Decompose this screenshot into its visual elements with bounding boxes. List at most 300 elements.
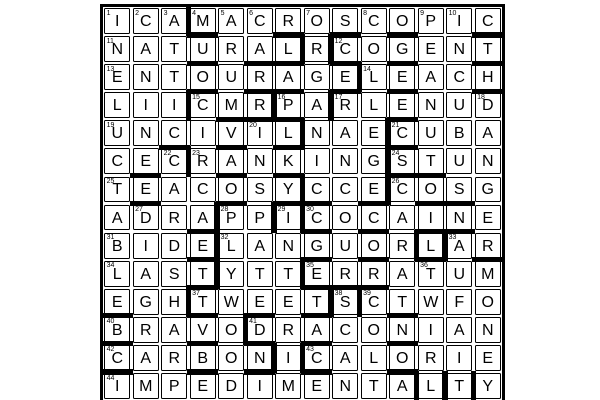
grid-cell[interactable] [133,8,159,34]
cell-letter: O [225,349,238,367]
cell-letter: S [168,265,180,283]
word-separator-bar-horizontal [387,369,418,374]
cell-letter: P [282,97,294,115]
grid-cell[interactable] [304,317,330,343]
cell-letter: C [196,181,209,199]
word-separator-bar-horizontal [187,61,218,66]
grid-cell[interactable] [218,8,244,34]
grid-cell[interactable] [190,92,216,118]
cell-letter: A [339,125,351,143]
cell-letter: S [254,181,266,199]
cell-letter: I [457,349,462,367]
cell-letter: A [282,69,294,87]
grid-cell[interactable] [304,233,330,259]
cell-letter: E [282,293,294,311]
word-separator-bar-horizontal [387,32,418,37]
grid-cell[interactable] [304,148,330,174]
grid-cell[interactable] [161,177,187,203]
cell-letter: G [481,181,494,199]
word-separator-bar-horizontal [387,313,418,318]
grid-cell[interactable] [475,261,501,287]
grid-cell[interactable] [475,233,501,259]
cell-letter: I [115,377,120,395]
grid-cell[interactable] [133,345,159,371]
cell-letter: I [200,125,205,143]
grid-cell[interactable] [133,261,159,287]
grid-cell[interactable] [304,345,330,371]
clue-number: 41 [249,318,257,326]
grid-cell[interactable] [218,177,244,203]
cell-letter: E [311,377,323,395]
grid-cell[interactable] [361,289,387,315]
cell-letter: I [286,349,291,367]
grid-cell[interactable] [161,345,187,371]
grid-cell[interactable] [418,64,444,90]
grid-cell[interactable] [247,261,273,287]
grid-cell[interactable] [247,177,273,203]
grid-cell[interactable] [361,92,387,118]
cell-letter: B [453,125,465,143]
grid-cell[interactable] [332,345,358,371]
cell-letter: A [111,209,123,227]
word-separator-bar-horizontal [102,313,133,318]
grid-cell[interactable] [133,233,159,259]
word-separator-bar-horizontal [415,257,446,262]
grid-cell[interactable] [104,261,130,287]
cell-letter: E [111,69,123,87]
grid-cell[interactable] [104,120,130,146]
grid-cell[interactable] [161,317,187,343]
word-separator-bar-horizontal [130,201,161,206]
grid-cell[interactable] [446,345,472,371]
grid-cell[interactable] [446,317,472,343]
word-separator-bar-horizontal [130,173,161,178]
word-separator-bar-horizontal [187,341,218,346]
cell-letter: N [253,349,266,367]
grid-cell[interactable] [275,261,301,287]
grid-cell[interactable] [190,177,216,203]
cell-letter: L [283,41,293,59]
cell-letter: N [253,153,266,171]
grid-cell[interactable] [247,120,273,146]
grid-cell[interactable] [104,345,130,371]
grid-cell[interactable] [418,345,444,371]
grid-cell[interactable] [218,261,244,287]
grid-cell[interactable] [475,120,501,146]
cell-letter: T [283,265,294,283]
grid-cell[interactable] [389,261,415,287]
clue-number: 19 [106,121,115,129]
cell-letter: O [396,349,409,367]
grid-cell[interactable] [104,317,130,343]
grid-cell[interactable] [218,317,244,343]
word-separator-bar-horizontal [358,229,389,234]
cell-letter: E [482,209,494,227]
grid-cell[interactable] [475,92,501,118]
cell-letter: R [339,97,352,115]
cell-letter: C [367,293,380,311]
cell-letter: R [396,237,409,255]
grid-cell[interactable] [104,36,130,62]
grid-cell[interactable] [275,317,301,343]
grid-cell[interactable] [446,289,472,315]
grid-cell[interactable] [332,205,358,231]
cell-letter: N [424,97,437,115]
grid-cell[interactable] [446,92,472,118]
grid-cell[interactable] [133,373,159,399]
grid-cell[interactable] [104,233,130,259]
clue-number: 17 [334,93,343,101]
grid-cell[interactable] [361,317,387,343]
cell-letter: A [168,321,180,339]
grid-cell[interactable] [133,64,159,90]
cell-letter: H [168,293,181,311]
grid-cell[interactable] [446,373,472,399]
cell-letter: A [140,265,152,283]
grid-cell[interactable] [275,177,301,203]
grid-cell[interactable] [332,177,358,203]
grid-cell[interactable] [218,345,244,371]
grid-cell[interactable] [475,177,501,203]
grid-cell[interactable] [332,373,358,399]
grid-cell[interactable] [332,8,358,34]
grid-cell[interactable] [418,177,444,203]
grid-cell[interactable] [161,92,187,118]
word-separator-bar-horizontal [387,117,418,122]
word-separator-bar-horizontal [244,369,275,374]
cell-letter: O [225,181,238,199]
grid-cell[interactable] [418,289,444,315]
grid-cell[interactable] [133,177,159,203]
grid-cell[interactable] [361,36,387,62]
grid-cell[interactable] [275,148,301,174]
grid-cell[interactable] [275,345,301,371]
word-separator-bar-horizontal [187,89,218,94]
grid-cell[interactable] [446,205,472,231]
grid-cell[interactable] [218,233,244,259]
word-separator-bar-horizontal [244,341,275,346]
grid-cell[interactable] [389,64,415,90]
grid-cell[interactable] [446,36,472,62]
grid-cell[interactable] [361,261,387,287]
cell-letter: O [367,321,380,339]
grid-cell[interactable] [361,373,387,399]
grid-cell[interactable] [247,373,273,399]
grid-cell[interactable] [218,64,244,90]
grid-cell[interactable] [475,8,501,34]
grid-cell[interactable] [275,120,301,146]
cell-letter: N [339,153,352,171]
grid-cell[interactable] [247,289,273,315]
grid-cell[interactable] [304,177,330,203]
cell-letter: C [111,349,124,367]
grid-cell[interactable] [361,205,387,231]
cell-letter: U [453,153,466,171]
grid-cell[interactable] [389,177,415,203]
grid-cell[interactable] [161,64,187,90]
grid-cell[interactable] [389,92,415,118]
grid-cell[interactable] [190,289,216,315]
grid-cell[interactable] [304,92,330,118]
word-separator-bar-horizontal [387,341,418,346]
cell-letter: G [310,237,323,255]
clue-number: 34 [106,262,115,270]
grid-cell[interactable] [133,289,159,315]
grid-cell[interactable] [161,205,187,231]
grid-cell[interactable] [218,36,244,62]
cell-letter: O [225,321,238,339]
grid-cell[interactable] [446,120,472,146]
grid-cell[interactable] [190,205,216,231]
clue-number: 24 [391,149,400,157]
grid-cell[interactable] [161,8,187,34]
cell-letter: M [281,377,295,395]
grid-cell[interactable] [190,64,216,90]
cell-letter: N [139,69,152,87]
grid-cell[interactable] [247,64,273,90]
cell-letter: R [339,265,352,283]
cell-letter: Y [225,265,237,283]
cell-letter: C [396,125,409,143]
grid-cell[interactable] [389,8,415,34]
grid-cell[interactable] [190,233,216,259]
word-separator-bar-horizontal [472,32,503,37]
cell-letter: E [368,181,380,199]
cell-letter: A [225,13,237,31]
grid-cell[interactable] [247,205,273,231]
cell-letter: T [254,265,265,283]
grid-cell[interactable] [104,289,130,315]
grid-cell[interactable] [247,148,273,174]
grid-cell[interactable] [275,373,301,399]
grid-cell[interactable] [161,289,187,315]
grid-cell[interactable] [418,120,444,146]
cell-letter: L [426,237,436,255]
grid-cell[interactable] [104,148,130,174]
grid-cell[interactable] [275,289,301,315]
grid-cell[interactable] [418,205,444,231]
grid-cell[interactable] [332,120,358,146]
cell-letter: C [111,153,124,171]
grid-cell[interactable] [361,148,387,174]
cell-letter: E [396,97,408,115]
grid-cell[interactable] [161,148,187,174]
grid-cell[interactable] [475,373,501,399]
grid-cell[interactable] [446,261,472,287]
grid-cell[interactable] [247,345,273,371]
grid-cell[interactable] [247,92,273,118]
cell-letter: E [482,349,494,367]
grid-cell[interactable] [304,205,330,231]
grid-cell[interactable] [190,120,216,146]
grid-cell[interactable] [389,36,415,62]
cell-letter: M [196,13,210,31]
grid-cell[interactable] [104,8,130,34]
grid-cell[interactable] [361,8,387,34]
grid-cell[interactable] [389,120,415,146]
grid-cell[interactable] [161,120,187,146]
cell-letter: B [111,237,123,255]
grid-cell[interactable] [332,36,358,62]
grid-cell[interactable] [475,345,501,371]
grid-cell[interactable] [446,177,472,203]
grid-cell[interactable] [332,64,358,90]
clue-number: 13 [106,65,115,73]
grid-cell[interactable] [475,148,501,174]
grid-cell[interactable] [418,233,444,259]
grid-cell[interactable] [304,8,330,34]
word-separator-bar-horizontal [358,257,389,262]
grid-cell[interactable] [332,289,358,315]
grid-cell[interactable] [161,373,187,399]
grid-cell[interactable] [218,120,244,146]
grid-cell[interactable] [361,64,387,90]
cell-letter: G [310,69,323,87]
cell-letter: A [225,153,237,171]
grid-cell[interactable] [247,36,273,62]
cell-letter: A [482,125,494,143]
clue-number: 22 [163,149,172,157]
cell-letter: P [254,209,266,227]
grid-cell[interactable] [304,64,330,90]
grid-cell[interactable] [361,177,387,203]
grid-cell[interactable] [133,92,159,118]
grid-cell[interactable] [446,64,472,90]
grid-cell[interactable] [332,92,358,118]
grid-cell[interactable] [475,36,501,62]
grid-cell[interactable] [275,92,301,118]
grid-cell[interactable] [304,289,330,315]
grid-cell[interactable] [418,148,444,174]
grid-cell[interactable] [190,148,216,174]
grid-cell[interactable] [389,205,415,231]
cell-letter: O [310,13,323,31]
grid-cell[interactable] [218,373,244,399]
grid-cell[interactable] [104,64,130,90]
cell-letter: L [112,97,122,115]
grid-cell[interactable] [446,148,472,174]
grid-cell[interactable] [332,261,358,287]
grid-cell[interactable] [104,373,130,399]
grid-cell[interactable] [304,36,330,62]
grid-cell[interactable] [361,120,387,146]
word-separator-bar-vertical [471,371,476,400]
grid-cell[interactable] [418,261,444,287]
grid-cell[interactable] [361,345,387,371]
cell-letter: A [453,321,465,339]
cell-letter: U [453,265,466,283]
cell-letter: A [339,349,351,367]
grid-cell[interactable] [247,317,273,343]
grid-cell[interactable] [133,36,159,62]
grid-cell[interactable] [475,64,501,90]
grid-cell[interactable] [446,233,472,259]
grid-cell[interactable] [418,92,444,118]
cell-letter: E [197,237,209,255]
grid-cell[interactable] [190,373,216,399]
grid-cell[interactable] [275,205,301,231]
cell-letter: N [111,41,124,59]
cell-letter: R [282,321,295,339]
grid-cell[interactable] [161,36,187,62]
grid-cell[interactable] [161,233,187,259]
cell-letter: N [339,377,352,395]
grid-cell[interactable] [275,233,301,259]
grid-cell[interactable] [218,92,244,118]
grid-cell[interactable] [104,205,130,231]
grid-cell[interactable] [218,148,244,174]
grid-cell[interactable] [190,345,216,371]
cell-letter: E [396,69,408,87]
grid-cell[interactable] [275,36,301,62]
grid-cell[interactable] [247,8,273,34]
word-separator-bar-horizontal [187,257,218,262]
grid-cell[interactable] [332,148,358,174]
grid-cell[interactable] [418,8,444,34]
grid-cell[interactable] [304,261,330,287]
grid-cell[interactable] [190,261,216,287]
grid-cell[interactable] [418,373,444,399]
grid-cell[interactable] [190,317,216,343]
grid-cell[interactable] [475,205,501,231]
grid-cell[interactable] [475,289,501,315]
grid-cell[interactable] [133,120,159,146]
grid-cell[interactable] [218,205,244,231]
grid-cell[interactable] [389,148,415,174]
word-separator-bar-horizontal [244,313,275,318]
grid-cell[interactable] [389,233,415,259]
grid-cell[interactable] [133,317,159,343]
grid-cell[interactable] [361,233,387,259]
cell-letter: R [253,97,266,115]
grid-cell[interactable] [190,36,216,62]
grid-cell[interactable] [475,317,501,343]
grid-cell[interactable] [446,8,472,34]
cell-letter: R [282,13,295,31]
word-separator-bar-horizontal [358,201,389,206]
grid-cell[interactable] [332,233,358,259]
grid-cell[interactable] [275,8,301,34]
grid-cell[interactable] [133,205,159,231]
grid-cell[interactable] [389,289,415,315]
word-separator-bar-horizontal [244,61,275,66]
grid-cell[interactable] [218,289,244,315]
grid-cell[interactable] [275,64,301,90]
grid-cell[interactable] [161,261,187,287]
word-separator-bar-vertical [357,286,362,317]
grid-cell[interactable] [332,317,358,343]
grid-cell[interactable] [389,317,415,343]
word-separator-bar-horizontal [444,201,475,206]
cell-letter: U [424,125,437,143]
grid-cell[interactable] [389,345,415,371]
grid-cell[interactable] [190,8,216,34]
word-separator-bar-horizontal [301,313,332,318]
grid-cell[interactable] [418,317,444,343]
grid-cell[interactable] [304,373,330,399]
cell-letter: S [396,153,408,171]
grid-cell[interactable] [418,36,444,62]
grid-cell[interactable] [304,120,330,146]
cell-letter: A [396,209,408,227]
grid-cell[interactable] [389,373,415,399]
grid-cell[interactable] [247,233,273,259]
cell-letter: C [339,321,352,339]
cell-letter: C [367,13,380,31]
grid-cell[interactable] [104,92,130,118]
grid-cell[interactable] [104,177,130,203]
grid-cell[interactable] [133,148,159,174]
